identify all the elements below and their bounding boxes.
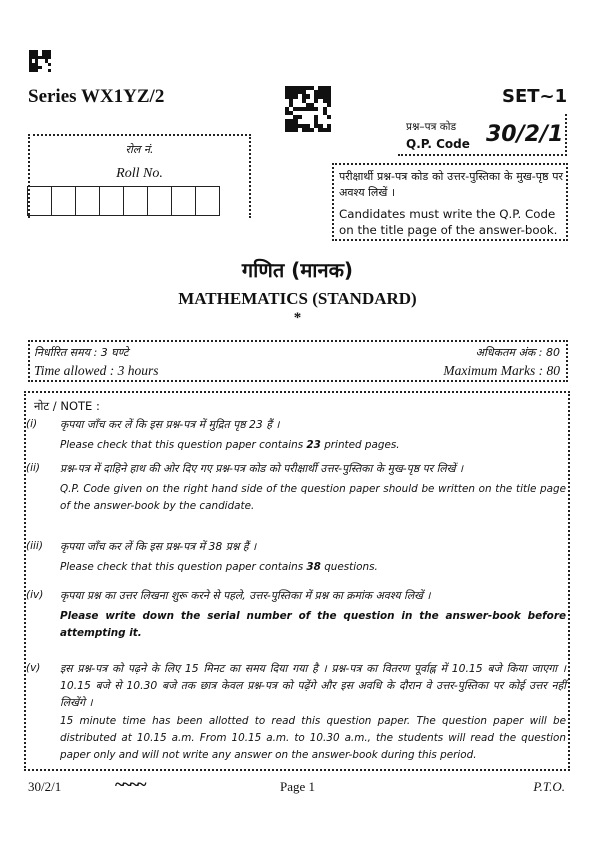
max-marks-hindi: अधिकतम अंक : 80 [475,346,560,359]
roll-number-cell[interactable] [27,186,52,216]
roll-number-cell[interactable] [51,186,76,216]
pto-label: P.T.O. [533,779,565,794]
page-count: 23 [306,439,321,451]
roll-number-cell[interactable] [195,186,220,216]
note-text: printed pages. [320,439,400,451]
roll-number-cell[interactable] [99,186,124,216]
note-english [60,559,566,576]
series-label: Series WX1YZ/2 [28,86,165,107]
time-marks-box [28,340,568,382]
note-number: (iv) [26,589,44,601]
note-item-3 [26,538,566,576]
note-text: questions. [320,561,378,573]
note-number: (i) [26,418,38,430]
subject-title: MATHEMATICS (STANDARD) [178,289,417,308]
notes-heading: नोट / NOTE : [34,399,100,413]
candidate-instruction-box [332,163,568,241]
qp-code-label-hindi: प्रश्न–पत्र कोड [406,121,457,133]
note-hindi: कृपया प्रश्न का उत्तर लिखना शुरू करने से पहले, उत्तर-पुस्तिका में प्रश्न का क्रमांक अवश्य लिखें । [60,589,431,602]
subject-title-hindi: गणित (मानक) [241,258,354,282]
roll-number-cell[interactable] [171,186,196,216]
qp-code-value: 30/2/1 [486,122,564,147]
note-text: Please check that this question paper contains [60,439,307,451]
roll-number-cell[interactable] [75,186,100,216]
note-number: (v) [26,662,41,674]
note-hindi: प्रश्न-पत्र में दाहिने हाथ की ओर दिए गए प्रश्न-पत्र कोड को परीक्षार्थी उत्तर-पुस्तिका के मुख-पृष्ठ पर लिखें । [60,462,464,475]
note-hindi: कृपया जाँच कर लें कि इस प्रश्न-पत्र में 38 प्रश्न हैं । [60,540,257,553]
set-label: SET~1 [502,86,568,107]
page-number: Page 1 [279,779,316,794]
note-item-2 [26,460,566,515]
note-text: Please check that this question paper contains [60,561,307,573]
note-english: Please write down the serial number of the question in the answer-book before attempting it. [60,610,566,639]
roll-label: Roll No. [116,166,163,181]
footer-wave: ~~~~ [115,774,145,794]
note-english [60,437,566,454]
roll-number-cell[interactable] [123,186,148,216]
note-item-4 [26,587,566,642]
qp-code-box [398,114,567,156]
qr-code [285,86,331,132]
footer-code: 30/2/1 [28,779,62,794]
small-qr-code [29,50,51,72]
note-number: (ii) [26,462,41,474]
qp-code-label: Q.P. Code [406,137,470,151]
candidate-instruction-hindi: परीक्षार्थी प्रश्न-पत्र कोड को उत्तर-पुस्तिका के मुख-पृष्ठ पर अवश्य लिखें । [339,170,563,199]
note-hindi: कृपया जाँच कर लें कि इस प्रश्न-पत्र में मुद्रित पृष्ठ 23 हैं । [60,418,280,431]
candidate-instruction: Candidates must write the Q.P. Code on the title page of the answer-book. [339,207,558,237]
time-allowed-hindi: निर्धारित समय : 3 घण्टे [34,346,129,359]
roll-number-cell[interactable] [147,186,172,216]
title-asterisk: * [293,310,302,326]
note-english: 15 minute time has been allotted to read this question paper. The question paper will be distributed at 10.15 a.m. From 10.15 a.m. to 10.30 a.m., the students will read the question paper only and will not write any answer on the answer-book during this period. [60,715,566,761]
roll-number-cells[interactable] [28,186,220,216]
roll-label-hindi: रोल नं. [125,143,154,156]
note-item-1 [26,416,566,454]
question-count: 38 [306,561,321,573]
note-item-5 [26,660,566,764]
note-english: Q.P. Code given on the right hand side of the question paper should be written on the title page of the answer-book by the candidate. [60,483,566,512]
max-marks: Maximum Marks : 80 [443,363,560,378]
note-hindi: इस प्रश्न-पत्र को पढ़ने के लिए 15 मिनट का समय दिया गया है । प्रश्न-पत्र का वितरण पूर्वाह्न में 10.15 बजे किया जाएगा । 10.15 बजे से 10.30 बजे तक छात्र केवल प्रश्न-पत्र को पढ़ेंगे और इस अवधि के दौरान वे उत्तर-पुस्तिका पर कोई उत्तर नहीं लिखेंगे । [60,662,566,709]
time-allowed: Time allowed : 3 hours [34,363,159,378]
note-number: (iii) [26,540,43,552]
